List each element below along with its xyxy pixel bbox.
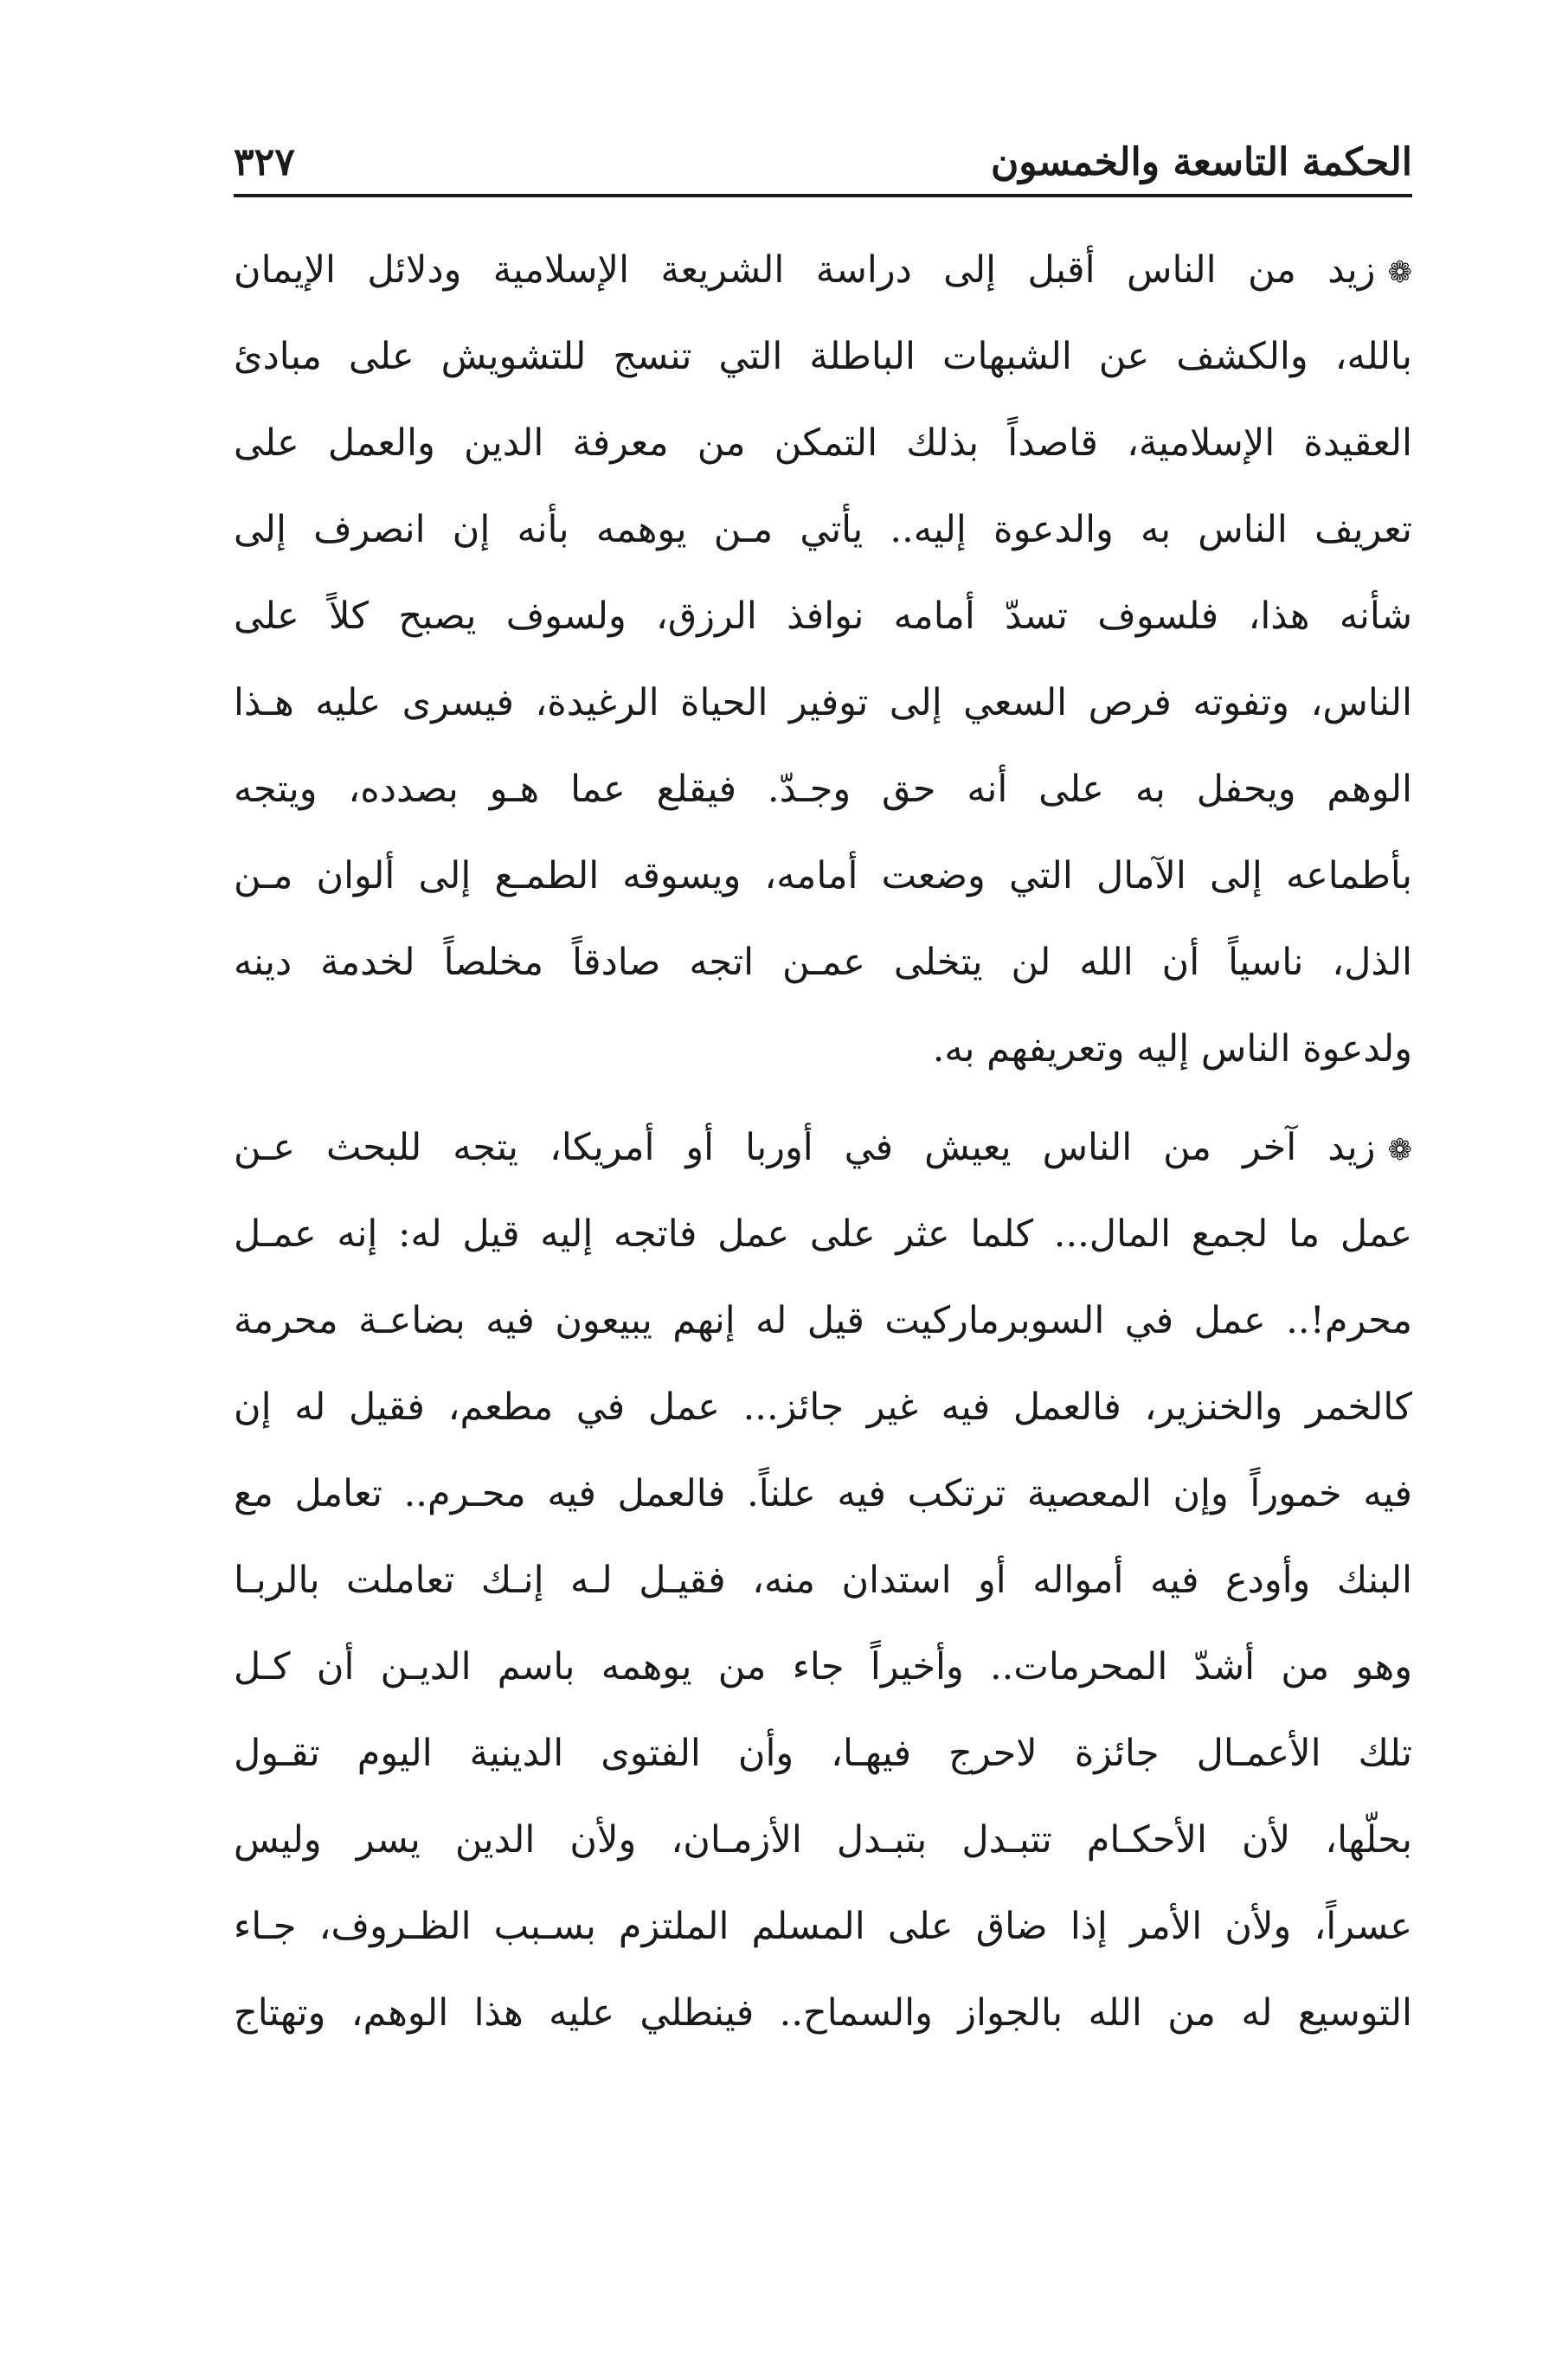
line-text: زيد من الناس أقبل إلى دراسة الشريعة الإسلامية ودلائل الإيمان [234, 248, 1376, 292]
line-text: زيد آخر من الناس يعيش في أوربا أو أمريكا، يتجه للبحث عـن [234, 1126, 1376, 1169]
flower-bullet-icon: ❁ [1387, 1133, 1412, 1167]
chapter-title: الحكمة التاسعة والخمسون [990, 140, 1412, 184]
text-line: الناس، وتفوته فرص السعي إلى توفير الحياة الرغيدة، فيسرى عليه هـذا [234, 681, 1412, 724]
text-line: تعريف الناس به والدعوة إليه.. يأتي مـن يوهمه بأنه إن انصرف إلى [234, 508, 1412, 551]
flower-bullet-icon: ❁ [1387, 255, 1412, 290]
text-line: عمل ما لجمع المال... كلما عثر على عمل فاتجه إليه قيل له: إنه عمـل [234, 1212, 1412, 1256]
text-line: ولدعوة الناس إليه وتعريفهم به. [932, 1027, 1412, 1071]
paragraph-1 [234, 227, 1412, 1092]
text-line: عسراً، ولأن الأمر إذا ضاق على المسلم الملتزم بسـبب الظـروف، جـاء [234, 1905, 1412, 1948]
text-line: كالخمر والخنزير، فالعمل فيه غير جائز... عمل في مطعم، فقيل له إن [234, 1386, 1412, 1429]
text-line: وهو من أشدّ المحرمات.. وأخيراً جاء من يوهمه باسم الديـن أن كـل [234, 1645, 1412, 1688]
paragraph-2 [234, 1104, 1412, 2056]
running-header [234, 130, 1412, 190]
page-number: ٣٢٧ [234, 140, 295, 184]
text-line: الذل، ناسياً أن الله لن يتخلى عمـن اتجه صادقاً مخلصاً لخدمة دينه [234, 941, 1412, 984]
text-line: البنك وأودع فيه أمواله أو استدان منه، فقيـل لـه إنـك تعاملت بالربـا [234, 1559, 1412, 1602]
text-line: الوهم ويحفل به على أنه حق وجـدّ. فيقلع عما هـو بصدده، ويتجه [234, 768, 1412, 811]
text-line: محرم!.. عمل في السوبرماركيت قيل له إنهم يبيعون فيه بضاعـة محرمة [234, 1299, 1412, 1342]
text-line: تلك الأعمـال جائزة لاحرج فيهـا، وأن الفتوى الدينية اليوم تقـول [234, 1732, 1412, 1775]
body-text [234, 227, 1412, 2068]
text-line: بحلّها، لأن الأحكـام تتبـدل بتبـدل الأزمـان، ولأن الدين يسر وليس [234, 1818, 1412, 1862]
text-line: التوسيع له من الله بالجواز والسماح.. فينطلي عليه هذا الوهم، وتهتاج [234, 1991, 1412, 2035]
text-line: شأنه هذا، فلسوف تسدّ أمامه نوافذ الرزق، ولسوف يصبح كلاً على [234, 595, 1412, 638]
text-line: العقيدة الإسلامية، قاصداً بذلك التمكن من معرفة الدين والعمل على [234, 421, 1412, 465]
text-line: بالله، والكشف عن الشبهات الباطلة التي تنسج للتشويش على مبادئ [234, 335, 1412, 378]
text-line: فيه خموراً وإن المعصية ترتكب فيه علناً. فالعمل فيه محـرم.. تعامل مع [234, 1472, 1412, 1515]
header-rule [234, 194, 1412, 197]
text-line: بأطماعه إلى الآمال التي وضعت أمامه، ويسوقه الطمـع إلى ألوان مـن [234, 854, 1412, 897]
text-line [234, 227, 1412, 313]
text-line [234, 1104, 1412, 1191]
